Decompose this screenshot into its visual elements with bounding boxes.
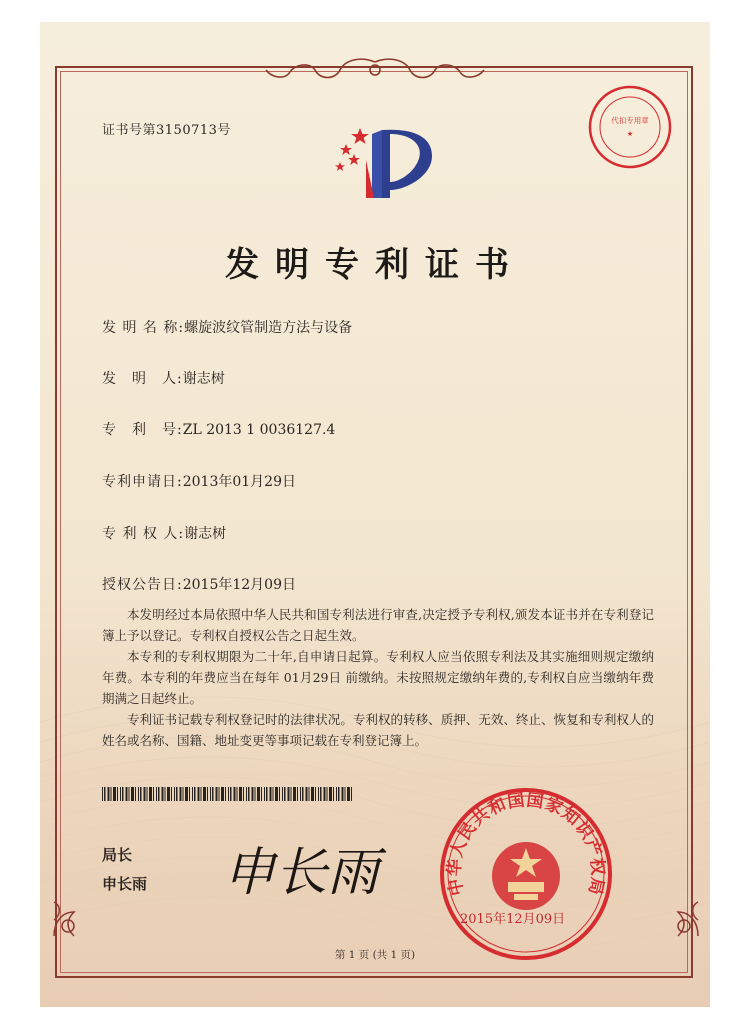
certificate-body [102, 604, 654, 751]
field-value: 2013年01月29日 [182, 474, 296, 490]
director-title: 局长 [102, 846, 133, 864]
body-paragraph: 本发明经过本局依照中华人民共和国专利法进行审查,决定授予专利权,颁发本证书并在专利登记簿上予以登记。专利权自授权公告之日起生效。 [102, 607, 654, 643]
certificate-number: 证书号第3150713号 [102, 123, 231, 138]
field-grant-date [102, 574, 296, 594]
page-number: 第 1 页 (共 1 页) [334, 949, 416, 961]
director-name: 申长雨 [102, 875, 148, 893]
corner-ornament-icon [48, 882, 108, 942]
sipo-logo-icon [320, 120, 440, 202]
field-inventor [102, 368, 225, 388]
signature-text: 申长雨 [223, 843, 380, 903]
field-application-date [102, 471, 296, 491]
field-value: 2015年12月09日 [182, 577, 296, 593]
certificate-paper [40, 22, 710, 1007]
field-label: 专 利 权 人: [102, 526, 185, 542]
top-ornament-icon [260, 56, 490, 86]
small-seal-icon [585, 82, 675, 172]
signature [223, 830, 423, 910]
seal-text: 中华人民共和国国家知识产权局 [444, 790, 608, 898]
field-label: 专利申请日: [102, 474, 183, 490]
corner-ornament-icon [644, 882, 704, 942]
certificate-title: 发明专利证书 [225, 245, 525, 285]
field-label: 发 明 人: [102, 371, 183, 387]
field-value: 谢志树 [182, 371, 225, 387]
svg-text:★: ★ [626, 130, 634, 138]
field-label: 专 利 号: [102, 422, 183, 438]
field-value: 螺旋波纹管制造方法与设备 [184, 320, 353, 336]
official-seal-icon [436, 784, 616, 964]
field-patent-number [102, 419, 335, 439]
field-value: 谢志树 [184, 526, 227, 542]
field-invention-name [102, 317, 352, 337]
field-patentee [102, 523, 226, 543]
seal-date: 2015年12月09日 [460, 912, 566, 927]
body-paragraph: 本专利的专利权期限为二十年,自申请日起算。专利权人应当依照专利法及其实施细则规定缴纳年费。本专利的年费应当在每年 01月29日 前缴纳。未按照规定缴纳年费的,专利权自应当缴纳年费期满之日起终止。 [102, 649, 654, 706]
field-label: 授权公告日: [102, 577, 183, 593]
field-label: 发 明 名 称: [102, 320, 185, 336]
small-seal-text: 代扣专用章 [611, 116, 649, 125]
barcode [102, 787, 352, 801]
body-paragraph: 专利证书记载专利权登记时的法律状况。专利权的转移、质押、无效、终止、恢复和专利权人的姓名或名称、国籍、地址变更等事项记载在专利登记簿上。 [102, 712, 654, 748]
field-value: ZL 2013 1 0036127.4 [182, 422, 336, 438]
